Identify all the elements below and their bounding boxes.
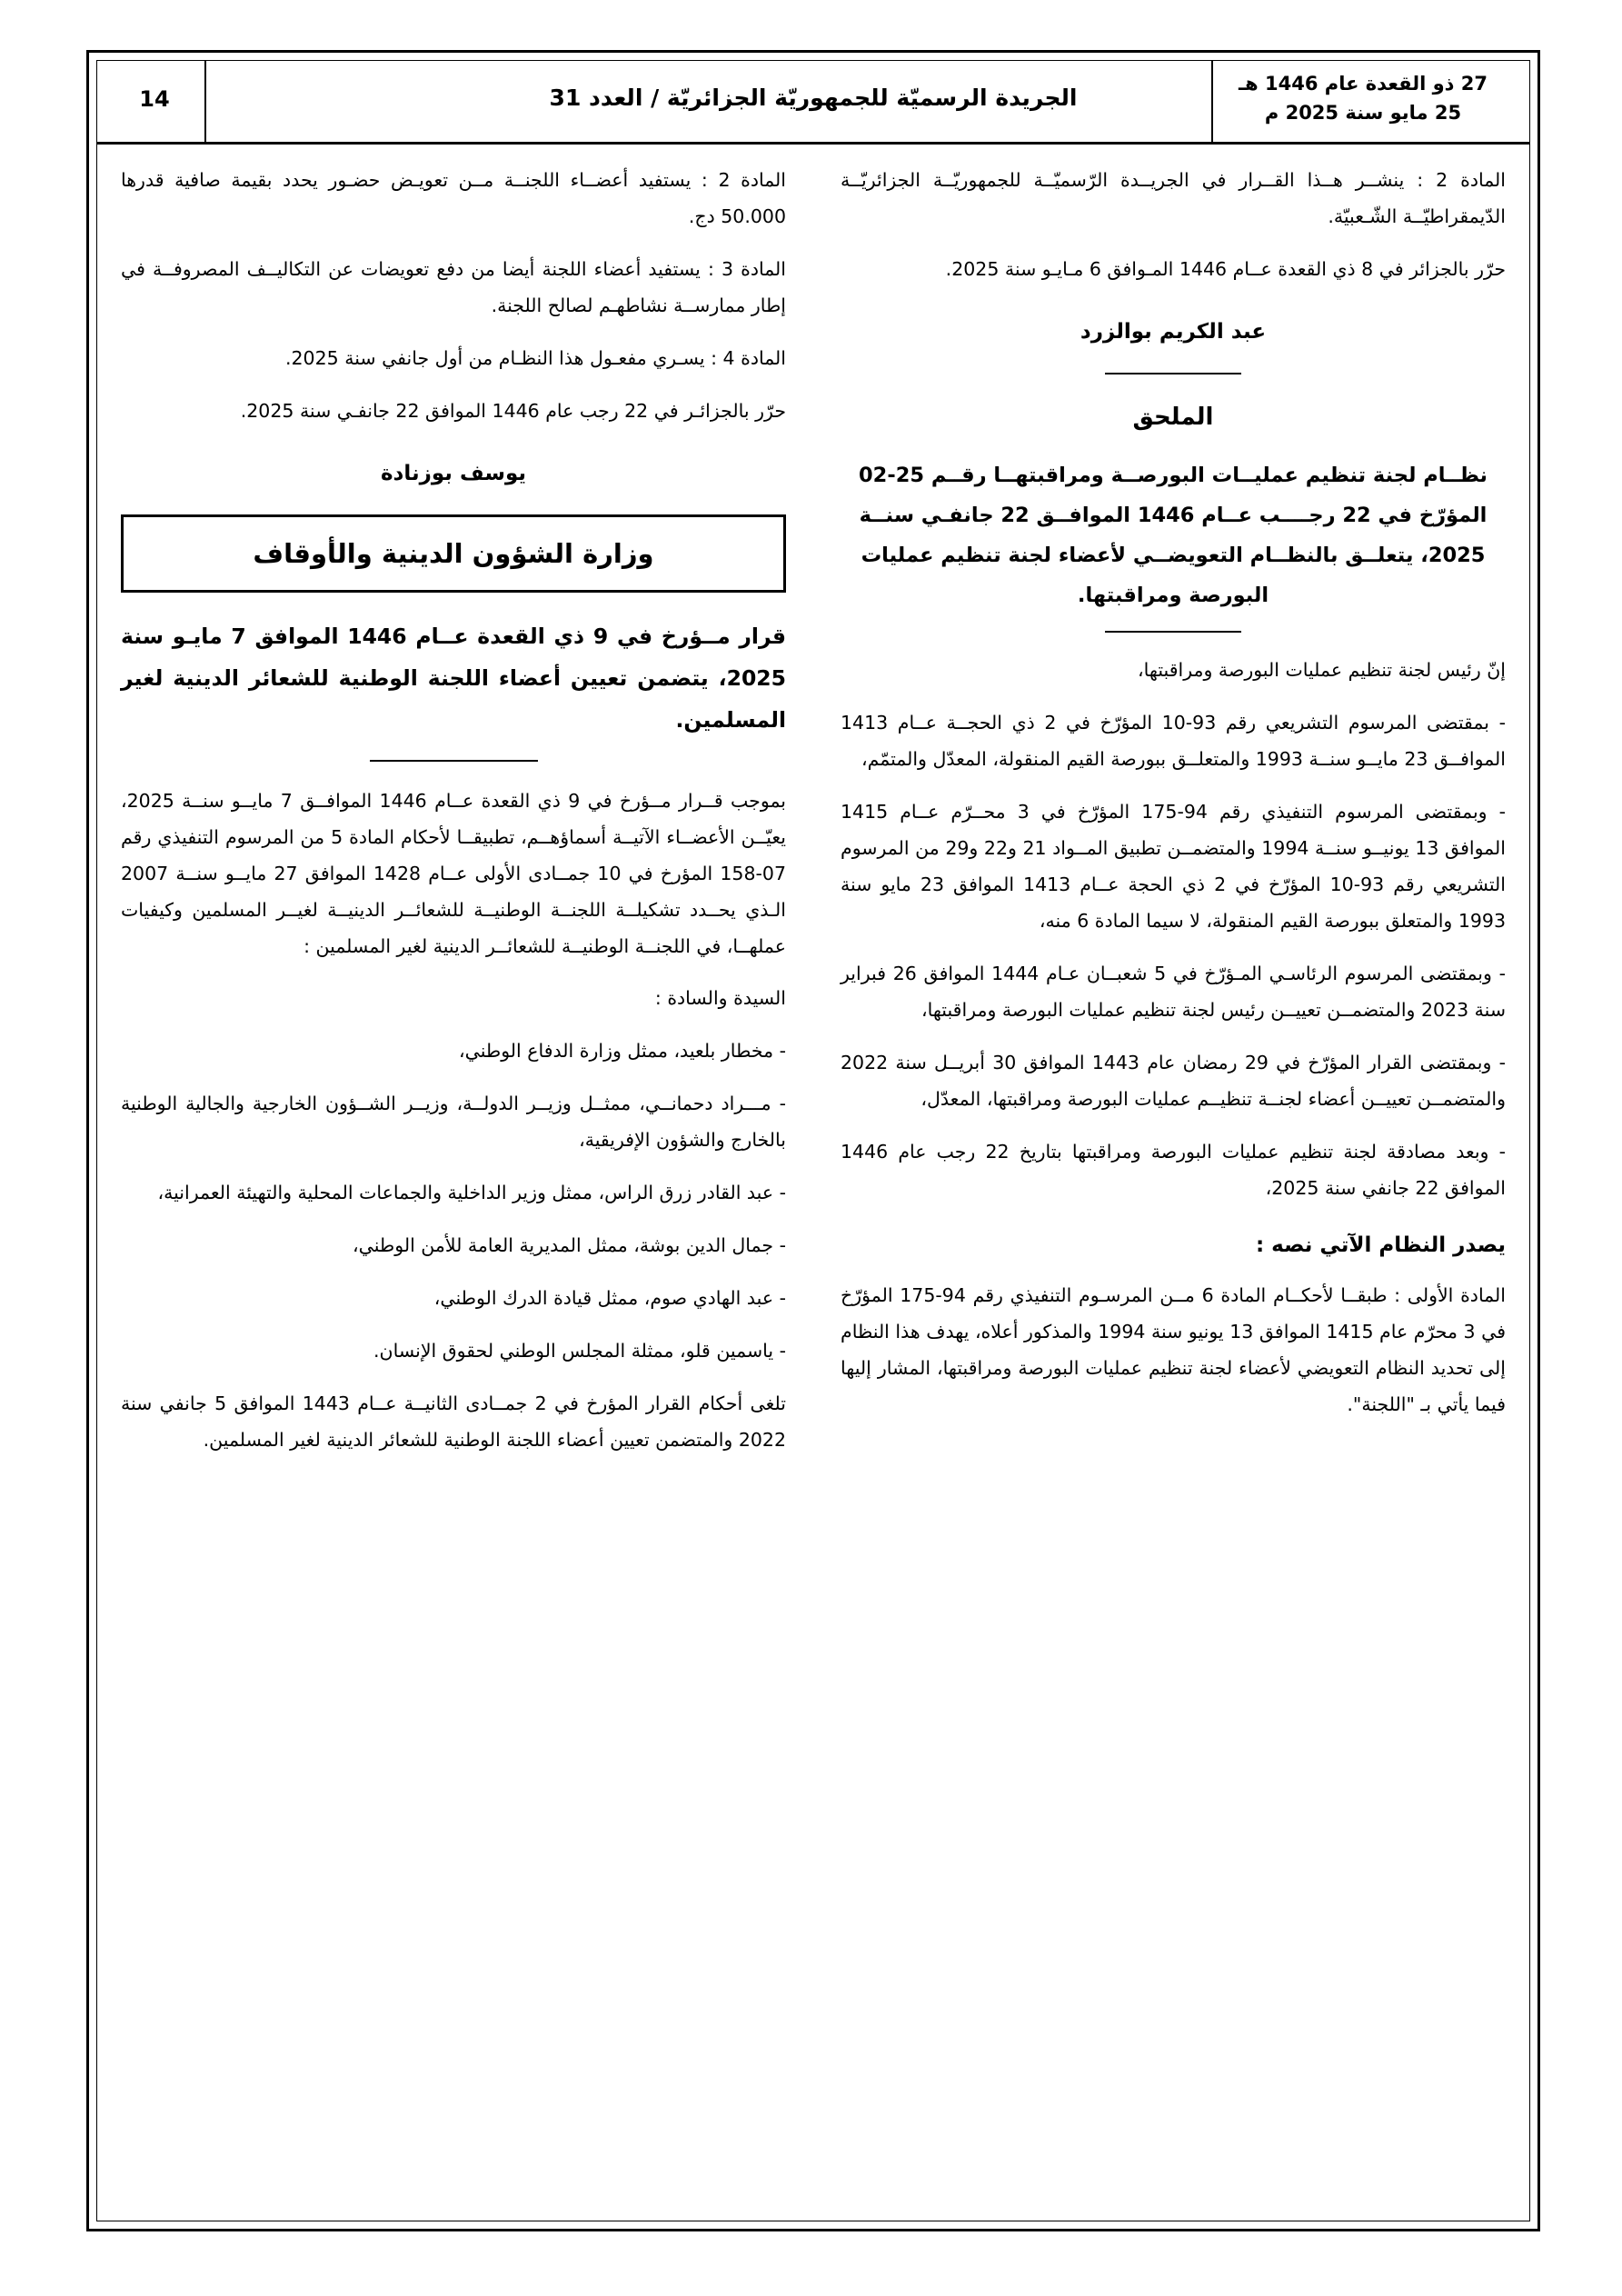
list-item: - مـــراد دحمانــي، ممثــل وزيــر الدولــة، وزيــر الشــؤون الخارجية والجالية الوطنية بالخارج والشؤون الإفريقية، [121,1093,786,1152]
enactment-line: يصدر النظام الآتي نصه : [1255,1233,1506,1257]
header-divider-left [204,61,206,142]
article-2-text: المادة 2 : ينشــر هــذا القــرار في الجريــدة الرّسميّــة للجمهوريّــة الجزائريّــة الدّيمقراطيّــة الشّـعبيّة. [841,169,1506,227]
list-item: - عبد الهادي صوم، ممثل قيادة الدرك الوطني، [433,1287,786,1310]
annex-heading: نظــام لجنة تنظيم عمليــات البورصــة ومراقبتهــا رقــم 25-02 المؤرّخ في 22 رجــــب عــام 1446 الموافــق 22 جانفـي سنــة 2025، يتعلــق بالنظــام التعويضــي لأعضاء لجنة تنظيم عمليات البورصة ومراقبتها. [859,464,1488,608]
closing-paragraph: تلغى أحكام القرار المؤرخ في 2 جمــادى الثانيــة عــام 1443 الموافق 5 جانفي سنة 2022 والمتضمن تعيين أعضاء اللجنة الوطنية للشعائر الدينية لغير المسلمين. [121,1393,786,1452]
decree-body: بموجب قــرار مــؤرخ في 9 ذي القعدة عــام 1446 الموافــق 7 مايــو سنــة 2025، يعيّــن الأعضــاء الآتيــة أسماؤهــم، تطبيقــا لأحكام المادة 5 من المرسوم التنفيذي رقم 07-158 المؤرخ في 10 جمــادى الأولى عــام 1428 الموافق 27 مايــو سنــة 2007 الـذي يحــدد تشكيلــة اللجنــة الوطنيــة للشعائــر الدينيــة لغيــر المسلمين وكيفيات عملهــا، في اللجنــة الوطنيــة للشعائــر الدينية لغير المسلمين : [121,789,787,957]
names-subtitle: السيدة والسادة : [654,987,786,1010]
whereas-item-1: - بمقتضى المرسوم التشريعي رقم 93-10 المؤرّخ في 2 ذي الحجــة عــام 1413 الموافــق 23 مايــو سنــة 1993 والمتعلــق ببورصة القيم المنقولة، المعدّل والمتمّم، [841,711,1506,770]
divider-rule-3 [370,760,538,762]
left-article-2-text: المادة 2 : يستفيد أعضــاء اللجنــة مــن تعويـض حضـور يحدد بقيمة صافية قدرها 50.000 دج. [121,169,786,227]
header-title: الجريدة الرسميّة للجمهوريّة الجزائريّة / العدد 31 [549,85,1078,111]
signature-name: عبد الكريم بوالزرد [1080,319,1267,344]
signature-place-line: حرّر بالجزائر في 8 ذي القعدة عــام 1446 المـوافق 6 مـايـو سنة 2025. [945,257,1506,280]
divider-rule [1105,373,1241,374]
list-item: - مخطار بلعيد، ممثل وزارة الدفاع الوطني، [458,1040,786,1063]
left-signature-name: يوسف بوزنادة [380,461,527,485]
column-left [121,163,813,2221]
column-right [813,163,1506,2221]
left-article-3-text: المادة 3 : يستفيد أعضاء اللجنة أيضا من دفع تعويضات عن التكاليــف المصروفــة في إطار ممارســة نشاطهـم لصالح اللجنة. [121,257,786,316]
list-item: - ياسمين قلو، ممثلة المجلس الوطني لحقوق الإنسان. [373,1340,786,1363]
header-date-hijri: 27 ذو القعدة عام 1446 هـ [1238,73,1488,95]
preamble-intro: إنّ رئيس لجنة تنظيم عمليات البورصة ومراقبتها، [1138,658,1506,681]
decree-title: قرار مــؤرخ في 9 ذي القعدة عــام 1446 الموافق 7 مايـو سنة 2025، يتضمن تعيين أعضاء اللجنة الوطنية للشعائر الدينية لغير المسلمين. [121,624,786,733]
article-1-text: المادة الأولى : طبقــا لأحكــام المادة 6 مــن المرسـوم التنفيذي رقم 94-175 المؤرّخ في 3 محرّم عام 1415 الموافق 13 يونيو سنة 1994 والمذكور أعلاه، يهدف هذا النظام إلى تحديد النظام التعويضي لأعضاء لجنة تنظيم عمليات البورصة ومراقبتها، المشار إليها فيما يأتي بـ "اللجنة". [841,1284,1507,1416]
whereas-item-4: - وبمقتضى القرار المؤرّخ في 29 رمضان عام 1443 الموافق 30 أبريــل سنة 2022 والمتضمــن تعييــن أعضاء لجنــة تنظيــم عمليات البورصة ومراقبتها، المعدّل، [841,1051,1507,1110]
page-number: 14 [139,86,170,112]
page-header [97,61,1529,145]
divider-rule-2 [1105,631,1241,633]
names-list [121,1033,786,1370]
left-article-4-text: المادة 4 : يسـري مفعـول هذا النظـام من أول جانفي سنة 2025. [284,346,786,369]
journal-page [86,50,1540,2231]
page-columns [97,152,1529,2221]
annex-title: الملحق [1132,403,1214,431]
header-date-gregorian: 25 مايو سنة 2025 م [1264,101,1462,124]
whereas-item-2: - وبمقتضى المرسوم التنفيذي رقم 94-175 المؤرّخ في 3 محــرّم عــام 1415 الموافق 13 يونيــو سنــة 1994 والمتضمــن تطبيق المــواد 21 و22 و29 من المرسوم التشريعي رقم 93-10 المؤرّخ في 2 ذي الحجة عــام 1413 الموافق 23 مايو سنة 1993 والمتعلق ببورصة القيم المنقولة، لا سيما المادة 6 منه، [841,800,1506,932]
ministry-banner: وزارة الشؤون الدينية والأوقاف [121,514,786,594]
list-item: - عبد القادر زرق الراس، ممثل وزير الداخلية والجماعات المحلية والتهيئة العمرانية، [157,1182,786,1204]
whereas-item-3: - وبمقتضى المرسوم الرئاسـي المـؤرّخ في 5 شعبــان عـام 1444 الموافق 26 فبراير سنة 2023 والمتضمــن تعييــن رئيس لجنة تنظيم عمليات البورصة ومراقبتها، [841,962,1506,1021]
whereas-item-5: - وبعد مصادقة لجنة تنظيم عمليات البورصة ومراقبتها بتاريخ 22 رجب عام 1446 الموافق 22 جانفي سنة 2025، [841,1140,1507,1199]
page-inner-frame [96,60,1530,2221]
left-signature-place-line: حرّر بالجزائـر في 22 رجب عام 1446 الموافق 22 جانفـي سنة 2025. [240,399,786,422]
list-item: - جمال الدين بوشة، ممثل المديرية العامة للأمن الوطني، [353,1234,786,1257]
